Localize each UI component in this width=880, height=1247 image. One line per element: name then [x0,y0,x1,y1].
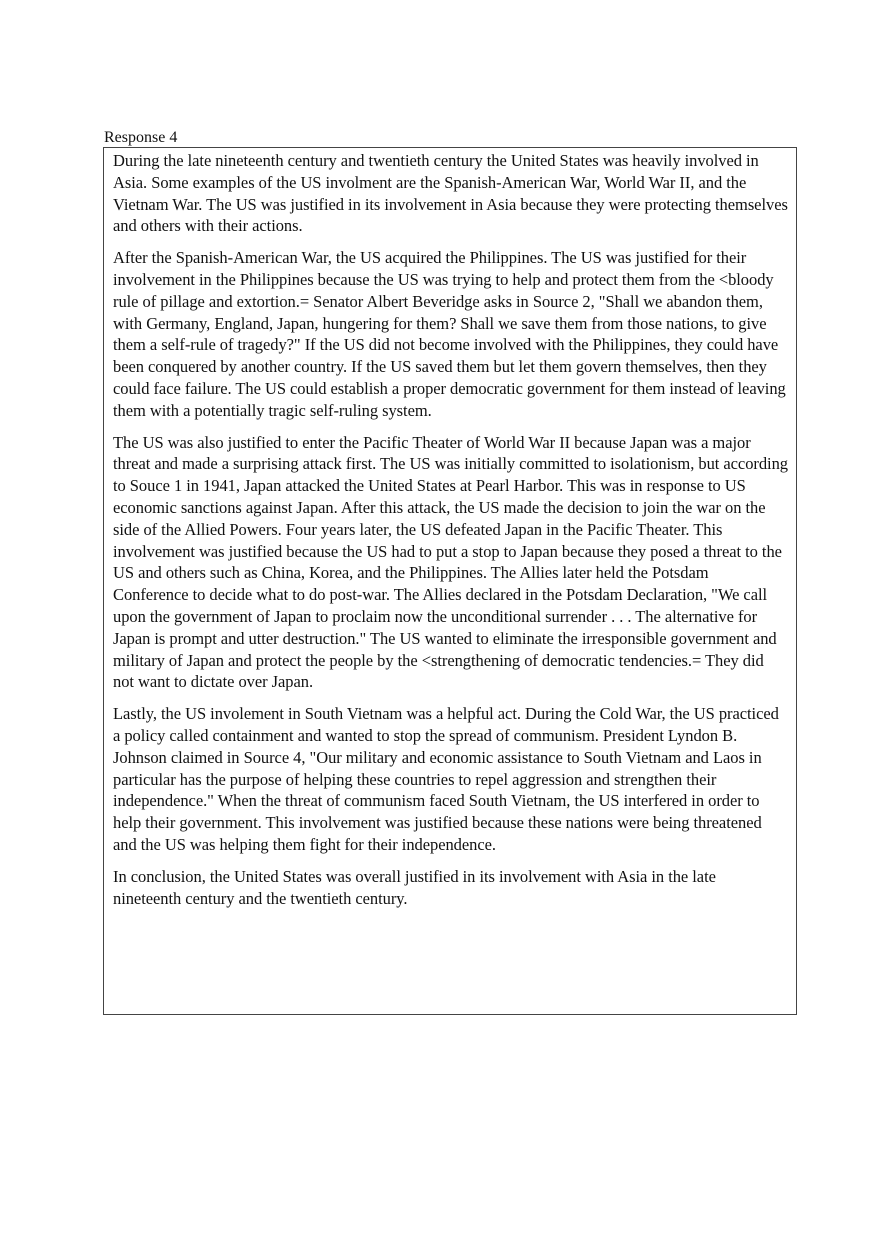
paragraph-introduction: During the late nineteenth century and twentieth century the United States was heavily involved in Asia. Some examples of the US involment are the Spanish-American War, World War II, and the Vietnam War. The US was justified in its involvement in Asia because they were protecting themselves and others with their actions. [113,151,788,236]
paragraph-world-war-ii: The US was also justified to enter the Pacific Theater of World War II because Japan was a major threat and made a surprising attack first. The US was initially committed to isolationism, but according to Souce 1 in 1941, Japan attacked the United States at Pearl Harbor. This was in response to US economic sanctions against Japan. After this attack, the US made the decision to join the war on the side of the Allied Powers. Four years later, the US defeated Japan in the Pacific Theater. This involvement was justified because the US had to put a stop to Japan because they posed a threat to the US and others such as China, Korea, and the Philippines. The Allies later held the Potsdam Conference to decide what to do post-war. The Allies declared in the Potsdam Declaration, "We call upon the government of Japan to proclaim now the unconditional surrender . . . The alternative for Japan is prompt and utter destruction." The US wanted to eliminate the irresponsible government and military of Japan and protect the people by the <strengthening of democratic tendencies.= They did not want to dictate over Japan. [113,432,788,692]
paragraph-vietnam: Lastly, the US involement in South Vietnam was a helpful act. During the Cold War, the US practiced a policy called containment and wanted to stop the spread of communism. President Lyndon B. Johnson claimed in Source 4, "Our military and economic assistance to South Vietnam and Laos in particular has the purpose of helping these countries to repel aggression and strengthen their independence." When the threat of communism faced South Vietnam, the US interfered in order to help their government. This involvement was justified because these nations were being threatened and the US was helping them fight for their independence. [113,704,779,854]
response-label: Response 4 [104,129,178,146]
paragraph-conclusion: In conclusion, the United States was overall justified in its involvement with Asia in the late nineteenth century and the twentieth century. [113,866,716,908]
response-text-box [103,147,797,1015]
paragraph-philippines: After the Spanish-American War, the US acquired the Philippines. The US was justified for their involvement in the Philippines because the US was trying to help and protect them from the <bloody rule of pillage and extortion.= Senator Albert Beveridge asks in Source 2, "Shall we abandon them, with Germany, England, Japan, hungering for them? Shall we save them from those nations, to give them a self-rule of tragedy?" If the US did not become involved with the Philippines, they could have been conquered by another country. If the US saved them but let them govern themselves, then they could face failure. The US could establish a proper democratic government for them instead of leaving them with a potentially tragic self-ruling system. [113,248,786,420]
